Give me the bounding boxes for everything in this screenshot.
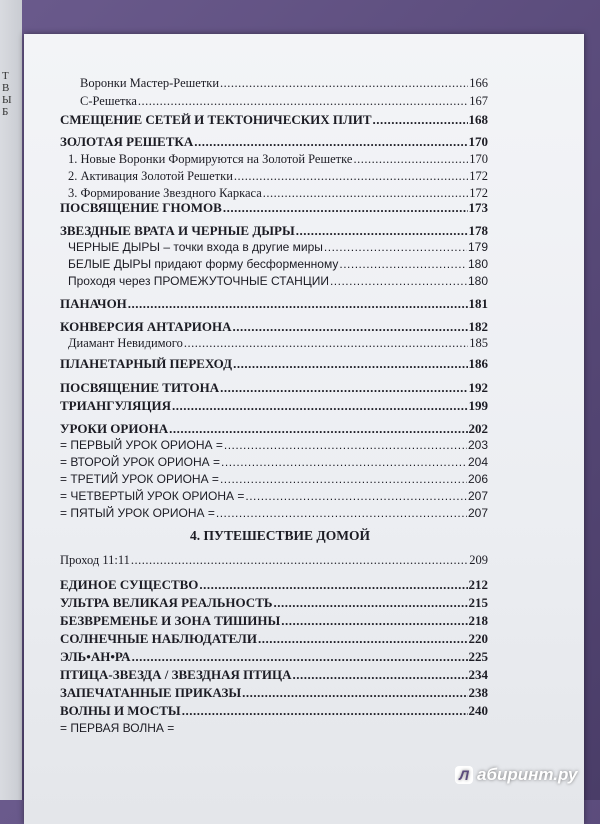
dot-leader: [220, 380, 467, 396]
toc-entry-title: = ПЕРВАЯ ВОЛНА =: [60, 721, 175, 735]
dot-leader: [169, 421, 467, 437]
dot-leader: [273, 595, 467, 611]
toc-entry-title: ЕДИНОЕ СУЩЕСТВО: [60, 577, 199, 592]
dot-leader: [258, 631, 468, 647]
toc-section: [60, 577, 488, 593]
dot-leader: [199, 577, 467, 593]
toc-entry-page: 202: [468, 421, 488, 436]
toc-entry-title: УРОКИ ОРИОНА: [60, 421, 169, 436]
toc-section: [60, 421, 488, 437]
dot-leader: [220, 472, 467, 486]
dot-leader: [194, 134, 467, 150]
dot-leader: [221, 455, 467, 469]
dot-leader: [281, 613, 467, 629]
toc-entry-title: КОНВЕРСИЯ АНТАРИОНА: [60, 319, 232, 334]
toc-section: [60, 595, 488, 611]
dot-leader: [172, 398, 467, 414]
toc-section: [60, 667, 488, 683]
toc-entry-page: 199: [468, 398, 488, 413]
toc-entry-page: 178: [468, 223, 488, 238]
toc-section: [60, 134, 488, 150]
toc-entry: [60, 506, 488, 520]
toc-entry-title: ПАНАЧОН: [60, 296, 127, 311]
toc-entry-page: 181: [468, 296, 488, 311]
toc-entry-page: 220: [468, 631, 488, 646]
toc-entry-page: 207: [467, 506, 488, 520]
toc-entry-title: = ПЯТЫЙ УРОК ОРИОНА =: [60, 506, 215, 520]
toc-entry-page: 203: [467, 438, 488, 452]
dot-leader: [138, 94, 468, 109]
toc-entry: [68, 336, 488, 351]
toc-entry-title: = ПЕРВЫЙ УРОК ОРИОНА =: [60, 438, 223, 452]
toc-section: [60, 649, 488, 665]
toc-entry-page: 166: [469, 76, 488, 90]
toc-section: [60, 703, 488, 719]
toc-entry-title: Воронки Мастер-Решетки: [80, 76, 220, 90]
toc-entry: [60, 438, 488, 452]
toc-section: [60, 296, 488, 312]
toc-entry-title: СМЕЩЕНИЕ СЕТЕЙ И ТЕКТОНИЧЕСКИХ ПЛИТ: [60, 112, 372, 127]
toc-entry-title: ЭЛЬ•АН•РА: [60, 649, 131, 664]
dot-leader: [224, 438, 467, 452]
toc-entry-title: УЛЬТРА ВЕЛИКАЯ РЕАЛЬНОСТЬ: [60, 595, 273, 610]
watermark-text: абиринт.ру: [477, 765, 578, 784]
dot-leader: [339, 257, 467, 271]
toc-entry-page: 238: [468, 685, 488, 700]
toc-entry-title: ПТИЦА-ЗВЕЗДА / ЗВЕЗДНАЯ ПТИЦА: [60, 667, 292, 682]
edge-letter: В: [2, 82, 10, 94]
toc-entry-title: БЕЛЫЕ ДЫРЫ придают форму бесформенному: [68, 257, 339, 271]
toc-entry: [68, 186, 488, 201]
toc-entry-title: ПОСВЯЩЕНИЕ ТИТОНА: [60, 380, 220, 395]
toc-section: [60, 112, 488, 128]
toc-entry-page: 168: [468, 112, 488, 127]
dot-leader: [296, 223, 468, 239]
dot-leader: [245, 489, 467, 503]
toc-section: [60, 356, 488, 372]
toc-entry-title: 3. Формирование Звездного Каркаса: [68, 186, 262, 200]
toc-entry: [80, 94, 488, 109]
toc-entry-page: 218: [468, 613, 488, 628]
toc-entry-title: 1. Новые Воронки Формируются на Золотой Решетке: [68, 152, 353, 166]
toc-entry-title: С-Решетка: [80, 94, 137, 108]
toc-entry-page: 182: [468, 319, 488, 334]
watermark-logo-icon: Л: [455, 766, 473, 784]
toc-entry-page: 192: [468, 380, 488, 395]
toc-entry-page: 240: [468, 703, 488, 718]
toc-entry-title: БЕЗВРЕМЕНЬЕ И ЗОНА ТИШИНЫ: [60, 613, 281, 628]
dot-leader: [234, 169, 468, 184]
toc-section: [60, 398, 488, 414]
toc-entry-page: 215: [468, 595, 488, 610]
dot-leader: [132, 649, 468, 665]
toc-entry-page: 172: [469, 186, 488, 200]
toc-section: [60, 319, 488, 335]
toc-entry: [60, 472, 488, 486]
toc-section: [60, 631, 488, 647]
site-watermark: [455, 765, 577, 785]
dot-leader: [373, 112, 468, 128]
toc-section: [60, 200, 488, 216]
toc-entry-title: = ТРЕТИЙ УРОК ОРИОНА =: [60, 472, 219, 486]
dot-leader: [184, 336, 468, 351]
toc-entry-page: 180: [467, 257, 488, 271]
edge-letter: Ы: [2, 94, 12, 106]
toc-entry-page: 170: [468, 134, 488, 149]
toc-entry-page: 185: [469, 336, 488, 350]
toc-entry-title: ТРИАНГУЛЯЦИЯ: [60, 398, 172, 413]
toc-entry-title: = ЧЕТВЕРТЫЙ УРОК ОРИОНА =: [60, 489, 245, 503]
toc-section: [60, 380, 488, 396]
dot-leader: [128, 296, 468, 312]
toc-entry-page: 204: [467, 455, 488, 469]
toc-entry-title: ЗАПЕЧАТАННЫЕ ПРИКАЗЫ: [60, 685, 242, 700]
dot-leader: [233, 356, 467, 372]
toc-entry: [60, 553, 488, 568]
toc-entry-title: ПЛАНЕТАРНЫЙ ПЕРЕХОД: [60, 356, 233, 371]
toc-entry: [60, 489, 488, 503]
toc-entry: [68, 169, 488, 184]
dot-leader: [324, 240, 467, 254]
toc-entry: [80, 76, 488, 91]
edge-letter: Т: [2, 70, 9, 82]
toc-entry-page: 173: [468, 200, 488, 215]
toc-entry: [60, 455, 488, 469]
toc-entry: [68, 152, 488, 167]
toc-entry-title: = ВТОРОЙ УРОК ОРИОНА =: [60, 455, 221, 469]
dot-leader: [353, 152, 468, 167]
toc-entry-title: Проход 11:11: [60, 553, 130, 567]
dot-leader: [131, 553, 468, 568]
toc-entry-page: 225: [468, 649, 488, 664]
toc-entry: [68, 274, 488, 288]
toc-entry-page: 209: [469, 553, 488, 567]
toc-entry: [68, 257, 488, 271]
toc-entry-page: 179: [467, 240, 488, 254]
dot-leader: [263, 186, 468, 201]
toc-entry-page: 206: [467, 472, 488, 486]
toc-section: [60, 613, 488, 629]
toc-entry-title: Проходя через ПРОМЕЖУТОЧНЫЕ СТАНЦИИ: [68, 274, 329, 288]
toc-entry-page: 172: [469, 169, 488, 183]
toc-section: [60, 685, 488, 701]
toc-entry-page: 186: [468, 356, 488, 371]
toc-entry-page: 170: [469, 152, 488, 166]
toc-entry-title: ЗВЕЗДНЫЕ ВРАТА И ЧЕРНЫЕ ДЫРЫ: [60, 223, 295, 238]
toc-entry-page: 180: [467, 274, 488, 288]
dot-leader: [223, 200, 468, 216]
toc-entry-title: СОЛНЕЧНЫЕ НАБЛЮДАТЕЛИ: [60, 631, 257, 646]
toc-entry-page: 207: [467, 489, 488, 503]
toc-entry-title: ВОЛНЫ И МОСТЫ: [60, 703, 181, 718]
toc-section: [60, 223, 488, 239]
dot-leader: [242, 685, 467, 701]
toc-entry-page: 212: [468, 577, 488, 592]
toc-entry-title: Диамант Невидимого: [68, 336, 183, 350]
dot-leader: [216, 506, 467, 520]
part-heading: 4. ПУТЕШЕСТВИЕ ДОМОЙ: [190, 528, 370, 543]
toc-entry-title: ЧЕРНЫЕ ДЫРЫ – точки входа в другие миры: [68, 240, 323, 254]
dot-leader: [232, 319, 467, 335]
toc-entry-page: 234: [468, 667, 488, 682]
toc-entry-page: 167: [469, 94, 488, 108]
dot-leader: [330, 274, 467, 288]
toc-entry-title: 2. Активация Золотой Решетки: [68, 169, 233, 183]
dot-leader: [220, 76, 468, 91]
toc-entry-title: ПОСВЯЩЕНИЕ ГНОМОВ: [60, 200, 222, 215]
toc-entry-title: ЗОЛОТАЯ РЕШЕТКА: [60, 134, 194, 149]
dot-leader: [182, 703, 468, 719]
toc-entry: [60, 721, 260, 735]
dot-leader: [293, 667, 468, 683]
toc-entry: [68, 240, 488, 254]
edge-letter: Б: [2, 106, 9, 118]
